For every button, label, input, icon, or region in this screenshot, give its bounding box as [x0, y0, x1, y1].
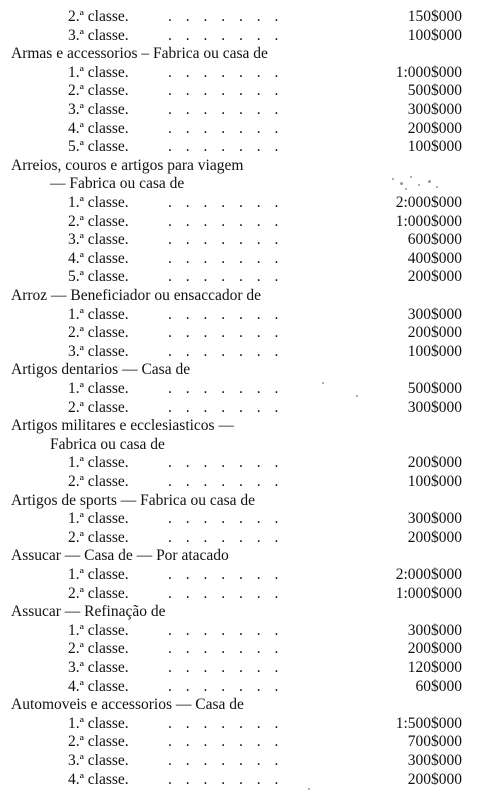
- table-row: [0, 509, 490, 528]
- dot-leader: . . . . . . .: [168, 584, 279, 602]
- class-label: 3.ª classe.: [68, 231, 129, 249]
- tax-value: 2:000$000: [395, 194, 462, 211]
- dot-leader: . . . . . . .: [168, 63, 279, 81]
- class-label: 1.ª classe.: [68, 621, 129, 639]
- class-label: 3.ª classe.: [68, 26, 129, 44]
- tax-value: 100$000: [407, 26, 462, 44]
- dot-leader: . . . . . . .: [168, 733, 279, 751]
- class-label: 3.ª classe.: [68, 101, 129, 118]
- dot-leader: . . . . . . .: [168, 677, 279, 695]
- tax-value: 100$000: [407, 138, 462, 156]
- table-row: [0, 639, 490, 658]
- tax-value: 1:500$000: [395, 714, 462, 732]
- class-label: 1.ª classe.: [68, 566, 129, 583]
- dot-leader: . . . . . . .: [168, 770, 279, 788]
- tax-value: 300$000: [407, 621, 462, 639]
- table-row: [0, 658, 490, 677]
- dot-leader: . . . . . . .: [168, 231, 279, 249]
- class-label: 1.ª classe.: [68, 63, 129, 81]
- class-label: 3.ª classe.: [68, 752, 129, 769]
- tax-value: 300$000: [407, 752, 462, 769]
- dot-leader: . . . . . . .: [168, 8, 279, 25]
- table-row: [0, 193, 490, 212]
- dot-leader: . . . . . . .: [168, 324, 279, 342]
- table-row: [0, 100, 490, 119]
- class-label: 2.ª classe.: [68, 473, 129, 490]
- class-label: 2.ª classe.: [68, 733, 129, 751]
- class-label: 2.ª classe.: [68, 8, 129, 25]
- dot-leader: . . . . . . .: [168, 249, 279, 267]
- class-label: 1.ª classe.: [68, 510, 129, 528]
- tax-value: 600$000: [407, 231, 462, 249]
- tax-value: 500$000: [407, 380, 462, 397]
- tax-value: 300$000: [407, 101, 462, 118]
- table-row: [0, 305, 490, 324]
- table-row: [0, 379, 490, 398]
- class-label: 2.ª classe.: [68, 584, 129, 602]
- tax-value: 1:000$000: [395, 212, 462, 230]
- dot-leader: . . . . . . .: [168, 101, 279, 118]
- class-label: 1.ª classe.: [68, 714, 129, 732]
- dot-leader: . . . . . . .: [168, 566, 279, 583]
- dot-leader: . . . . . . .: [168, 212, 279, 230]
- dot-leader: . . . . . . .: [168, 268, 279, 286]
- scan-speck: [392, 178, 394, 180]
- class-label: 2.ª classe.: [68, 324, 129, 342]
- scan-speck: [322, 382, 324, 384]
- dot-leader: . . . . . . .: [168, 640, 279, 658]
- section-heading: Automoveis e accessorios — Casa de: [11, 696, 244, 714]
- table-row: [0, 621, 490, 640]
- table-row: [0, 732, 490, 751]
- table-row: [0, 7, 490, 26]
- table-row: [0, 770, 490, 789]
- class-label: 2.ª classe.: [68, 640, 129, 658]
- dot-leader: . . . . . . .: [168, 380, 279, 397]
- section-heading: Arreios, couros e artigos para viagem: [11, 156, 244, 174]
- dot-leader: . . . . . . .: [168, 305, 279, 323]
- scan-speck: [410, 176, 412, 178]
- tax-value: 200$000: [407, 770, 462, 788]
- scan-speck: [308, 788, 310, 790]
- dot-leader: . . . . . . .: [168, 194, 279, 211]
- class-label: 1.ª classe.: [68, 305, 129, 323]
- dot-leader: . . . . . . .: [168, 510, 279, 528]
- tax-value: 1:000$000: [395, 584, 462, 602]
- table-row: [0, 528, 490, 547]
- class-label: 1.ª classe.: [68, 454, 129, 472]
- scan-speck: [356, 395, 358, 397]
- table-row: [0, 230, 490, 249]
- table-row: [0, 137, 490, 156]
- table-row: [0, 249, 490, 268]
- dot-leader: . . . . . . .: [168, 398, 279, 416]
- table-row: [0, 267, 490, 286]
- tax-value: 200$000: [407, 640, 462, 658]
- table-row: [0, 81, 490, 100]
- class-label: 3.ª classe.: [68, 342, 129, 360]
- section-heading: Assucar — Refinação de: [11, 603, 166, 621]
- dot-leader: . . . . . . .: [168, 138, 279, 156]
- dot-leader: . . . . . . .: [168, 26, 279, 44]
- tax-value: 200$000: [407, 454, 462, 472]
- class-label: 4.ª classe.: [68, 770, 129, 788]
- tax-value: 2:000$000: [395, 566, 462, 583]
- class-label: 3.ª classe.: [68, 659, 129, 676]
- dot-leader: . . . . . . .: [168, 752, 279, 769]
- table-row: [0, 119, 490, 138]
- tax-value: 300$000: [407, 398, 462, 416]
- table-row: [0, 342, 490, 361]
- tax-value: 120$000: [407, 659, 462, 676]
- section-heading-continuation: — Fabrica ou casa de: [50, 175, 185, 193]
- class-label: 5.ª classe.: [68, 138, 129, 156]
- class-label: 2.ª classe.: [68, 82, 129, 100]
- table-row: [0, 212, 490, 231]
- table-row: [0, 63, 490, 82]
- class-label: 4.ª classe.: [68, 119, 129, 137]
- table-row: [0, 453, 490, 472]
- tax-value: 300$000: [407, 305, 462, 323]
- table-row: [0, 714, 490, 733]
- table-row: [0, 677, 490, 696]
- class-label: 1.ª classe.: [68, 380, 129, 397]
- class-label: 2.ª classe.: [68, 398, 129, 416]
- dot-leader: . . . . . . .: [168, 621, 279, 639]
- table-row: [0, 751, 490, 770]
- section-heading: Armas e accessorios – Fabrica ou casa de: [11, 45, 268, 63]
- table-row: [0, 323, 490, 342]
- tax-value: 1:000$000: [395, 63, 462, 81]
- tax-value: 200$000: [407, 528, 462, 546]
- scan-speck: [400, 182, 403, 185]
- tax-value: 500$000: [407, 82, 462, 100]
- tax-value: 700$000: [407, 733, 462, 751]
- dot-leader: . . . . . . .: [168, 528, 279, 546]
- table-row: [0, 565, 490, 584]
- tax-value: 100$000: [407, 342, 462, 360]
- dot-leader: . . . . . . .: [168, 454, 279, 472]
- tax-value: 60$000: [415, 677, 462, 695]
- dot-leader: . . . . . . .: [168, 659, 279, 676]
- tax-value: 150$000: [407, 8, 462, 25]
- scan-speck: [418, 184, 420, 186]
- class-label: 1.ª classe.: [68, 194, 129, 211]
- section-heading: Artigos dentarios — Casa de: [11, 361, 191, 379]
- class-label: 5.ª classe.: [68, 268, 129, 286]
- scan-speck: [428, 180, 431, 183]
- dot-leader: . . . . . . .: [168, 342, 279, 360]
- tax-value: 200$000: [407, 268, 462, 286]
- dot-leader: . . . . . . .: [168, 119, 279, 137]
- dot-leader: . . . . . . .: [168, 82, 279, 100]
- scan-speck: [436, 186, 438, 188]
- table-row: [0, 398, 490, 417]
- dot-leader: . . . . . . .: [168, 473, 279, 490]
- section-heading: Arroz — Beneficiador ou ensaccador de: [11, 287, 262, 304]
- table-row: [0, 472, 490, 491]
- table-row: [0, 584, 490, 603]
- tax-value: 400$000: [407, 249, 462, 267]
- section-heading: Assucar — Casa de — Por atacado: [11, 547, 229, 565]
- class-label: 4.ª classe.: [68, 249, 129, 267]
- section-heading-continuation: Fabrica ou casa de: [50, 435, 165, 453]
- tax-value: 300$000: [407, 510, 462, 528]
- tax-value: 200$000: [407, 324, 462, 342]
- section-heading: Artigos de sports — Fabrica ou casa de: [11, 491, 256, 509]
- class-label: 2.ª classe.: [68, 212, 129, 230]
- scan-speck: [405, 188, 407, 190]
- tax-value: 200$000: [407, 119, 462, 137]
- section-heading: Artigos militares e ecclesiasticos —: [11, 417, 234, 435]
- table-row: [0, 26, 490, 45]
- dot-leader: . . . . . . .: [168, 714, 279, 732]
- tax-value: 100$000: [407, 473, 462, 490]
- class-label: 2.ª classe.: [68, 528, 129, 546]
- class-label: 4.ª classe.: [68, 677, 129, 695]
